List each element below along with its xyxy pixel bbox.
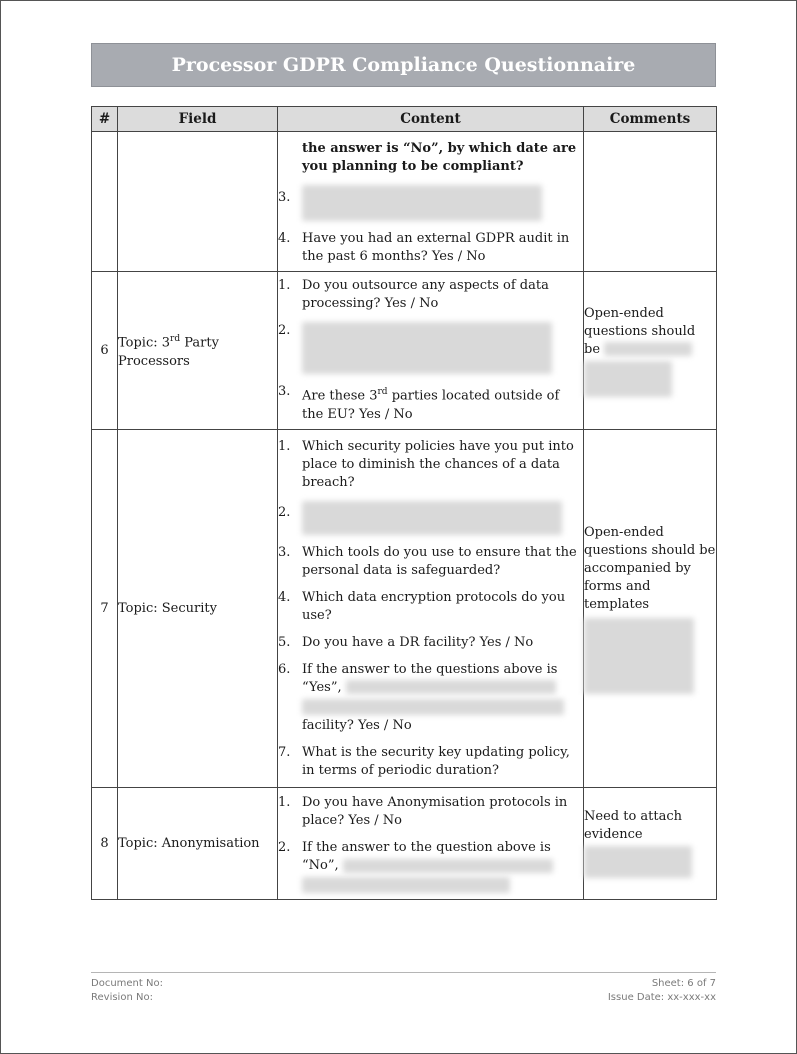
- list-item: [278, 744, 583, 780]
- document-number: Document No:: [91, 978, 163, 989]
- list-item: [278, 661, 583, 735]
- page-footer: [91, 972, 716, 1005]
- item-text: Which data encryption protocols do you use?: [302, 589, 566, 623]
- item-number: 6.: [278, 661, 291, 677]
- row-content: [278, 788, 584, 900]
- redacted-text: [604, 342, 692, 356]
- item-number: 2.: [278, 840, 291, 855]
- row-comment: [584, 132, 717, 272]
- row-content: [278, 132, 584, 272]
- item-number: [278, 140, 302, 176]
- table-row: [92, 788, 717, 900]
- list-item: [278, 140, 583, 176]
- issue-date: Issue Date: xx-xxx-xx: [607, 992, 716, 1003]
- redacted-text: [302, 501, 562, 535]
- row-content: [278, 272, 584, 430]
- list-item: [278, 322, 583, 374]
- item-text: Are these 3rd parties located outside of the EU? Yes / No: [302, 387, 560, 422]
- list-item: [278, 383, 583, 423]
- comment-text: be: [584, 341, 601, 357]
- row-content: [278, 430, 584, 788]
- item-number: 3.: [278, 384, 291, 400]
- field-sup: rd: [170, 334, 181, 345]
- redacted-text: [584, 361, 672, 397]
- redacted-text: [302, 877, 510, 893]
- item-text: Which security policies have you put into place to diminish the chances of a data breach?: [302, 438, 574, 490]
- item-number: 4.: [278, 231, 291, 246]
- revision-number: Revision No:: [91, 992, 153, 1003]
- item-number: 7.: [278, 744, 291, 760]
- list-item: [278, 277, 583, 313]
- list-item: [278, 438, 583, 492]
- list-item: [278, 230, 583, 266]
- item-text: facility? Yes / No: [302, 717, 412, 733]
- item-number: 3.: [278, 190, 291, 205]
- list-item: [278, 501, 583, 535]
- row-field: Topic: Anonymisation: [118, 788, 278, 900]
- item-number: 2.: [278, 323, 291, 339]
- list-item: [278, 794, 583, 830]
- redacted-text: [584, 618, 694, 694]
- header-row: [92, 107, 717, 132]
- redacted-text: [343, 859, 553, 873]
- item-text: If the answer to the questions above is “Yes”,: [302, 661, 558, 695]
- comment-text: Open-ended questions should: [584, 305, 696, 339]
- field-suffix: Party Processors: [118, 335, 219, 369]
- redacted-text: [346, 680, 556, 694]
- row-number: 7: [92, 430, 118, 788]
- redacted-text: [302, 322, 552, 374]
- item-text: Do you have Anonymisation protocols in place? Yes / No: [302, 795, 568, 828]
- item-text: Which tools do you use to ensure that the personal data is safeguarded?: [302, 544, 577, 578]
- row-comment: [584, 788, 717, 900]
- questionnaire-table: [91, 106, 717, 900]
- item-text: Have you had an external GDPR audit in the past 6 months? Yes / No: [302, 231, 570, 264]
- item-text: Do you have a DR facility? Yes / No: [302, 634, 534, 650]
- row-field: [118, 132, 278, 272]
- item-number: 3.: [278, 544, 291, 560]
- item-text: the answer is “No”, by which date are you planning to be compliant?: [302, 141, 577, 174]
- list-item: [278, 839, 583, 893]
- document-title: [91, 43, 716, 87]
- document-title-text: Processor GDPR Compliance Questionnaire: [171, 54, 636, 76]
- list-item: [278, 589, 583, 625]
- list-item: [278, 185, 583, 221]
- redacted-text: [302, 699, 564, 715]
- list-item: [278, 634, 583, 652]
- redacted-text: [302, 185, 542, 221]
- table-row: [92, 132, 717, 272]
- header-content: Content: [278, 107, 584, 132]
- row-number: 8: [92, 788, 118, 900]
- field-prefix: Topic: 3: [118, 335, 171, 351]
- header-field: Field: [118, 107, 278, 132]
- sheet-number: Sheet: 6 of 7: [651, 978, 716, 989]
- item-number: 4.: [278, 589, 291, 605]
- header-comments: Comments: [584, 107, 717, 132]
- redacted-text: [584, 846, 692, 878]
- comment-text: Open-ended questions should be accompanied by forms and templates: [584, 524, 716, 612]
- item-text: Do you outsource any aspects of data processing? Yes / No: [302, 278, 549, 312]
- list-item: [278, 544, 583, 580]
- row-number: 6: [92, 272, 118, 430]
- row-field: [118, 272, 278, 430]
- row-comment: [584, 430, 717, 788]
- item-number: 1.: [278, 795, 291, 810]
- item-text: What is the security key updating policy, in terms of periodic duration?: [302, 744, 570, 778]
- header-num: #: [92, 107, 118, 132]
- item-number: 5.: [278, 634, 291, 650]
- item-text: If the answer to the question above is “No”,: [302, 840, 551, 873]
- table-row: [92, 430, 717, 788]
- comment-text: Need to attach evidence: [584, 809, 683, 842]
- row-comment: [584, 272, 717, 430]
- item-number: 1.: [278, 438, 291, 454]
- item-number: 1.: [278, 278, 291, 294]
- row-number: [92, 132, 118, 272]
- row-field: Topic: Security: [118, 430, 278, 788]
- table-row: [92, 272, 717, 430]
- item-number: 2.: [278, 504, 291, 520]
